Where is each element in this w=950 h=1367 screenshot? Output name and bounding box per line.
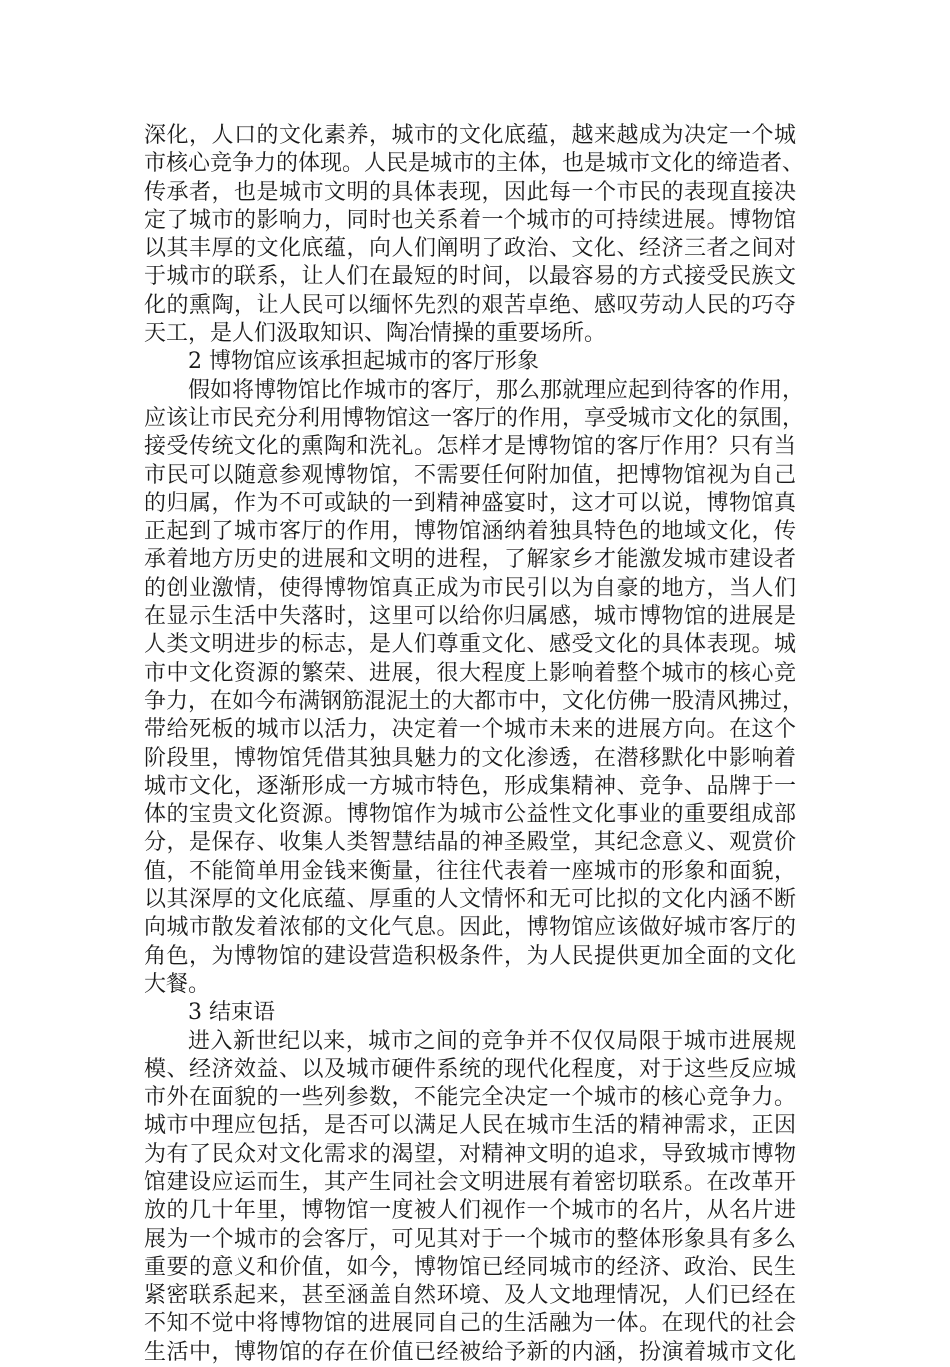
- text-line: 承着地方历史的进展和文明的进程，了解家乡才能激发城市建设者: [144, 547, 796, 573]
- text-line: 城市文化，逐渐形成一方城市特色，形成集精神、竞争、品牌于一: [144, 773, 796, 799]
- text-line: 角色，为博物馆的建设营造积极条件，为人民提供更加全面的文化: [144, 943, 796, 969]
- text-line: 模、经济效益、以及城市硬件系统的现代化程度，对于这些反应城: [144, 1056, 796, 1082]
- text-line: 假如将博物馆比作城市的客厅，那么那就理应起到待客的作用，: [188, 377, 805, 403]
- text-line: 城市中理应包括，是否可以满足人民在城市生活的精神需求，正因: [144, 1113, 796, 1139]
- text-line: 定了城市的影响力，同时也关系着一个城市的可持续进展。博物馆: [144, 207, 796, 233]
- text-line: 市中文化资源的繁荣、进展，很大程度上影响着整个城市的核心竞: [144, 660, 796, 686]
- text-line: 化的熏陶，让人民可以缅怀先烈的艰苦卓绝、感叹劳动人民的巧夺: [144, 292, 796, 318]
- text-line: 带给死板的城市以活力，决定着一个城市未来的进展方向。在这个: [144, 717, 796, 743]
- text-line: 的归属，作为不可或缺的一到精神盛宴时，这才可以说，博物馆真: [144, 490, 796, 516]
- text-line: 重要的意义和价值，如今，博物馆已经同城市的经济、政治、民生: [144, 1254, 796, 1280]
- text-line: 放的几十年里，博物馆一度被人们视作一个城市的名片，从名片进: [144, 1198, 796, 1224]
- text-line: 分，是保存、收集人类智慧结晶的神圣殿堂，其纪念意义、观赏价: [144, 830, 796, 856]
- text-line: 市民可以随意参观博物馆，不需要任何附加值，把博物馆视为自己: [144, 462, 796, 488]
- text-line: 在显示生活中失落时，这里可以给你归属感，城市博物馆的进展是: [144, 604, 796, 630]
- section-heading: 3 结束语: [188, 1000, 275, 1026]
- text-line: 不知不觉中将博物馆的进展同自己的生活融为一体。在现代的社会: [144, 1311, 796, 1337]
- text-line: 馆建设应运而生，其产生同社会文明进展有着密切联系。在改革开: [144, 1169, 796, 1195]
- text-line: 以其丰厚的文化底蕴，向人们阐明了政治、文化、经济三者之间对: [144, 236, 796, 262]
- document-page: [144, 122, 805, 1367]
- text-line: 市核心竞争力的体现。人民是城市的主体，也是城市文化的缔造者、: [144, 151, 805, 177]
- text-line: 生活中，博物馆的存在价值已经被给予新的内涵，扮演着城市文化: [144, 1339, 796, 1365]
- text-line: 人类文明进步的标志，是人们尊重文化、感受文化的具体表现。城: [144, 632, 796, 658]
- text-line: 于城市的联系，让人们在最短的时间，以最容易的方式接受民族文: [144, 264, 796, 290]
- text-line: 应该让市民充分利用博物馆这一客厅的作用，享受城市文化的氛围，: [144, 405, 805, 431]
- text-line: 的创业激情，使得博物馆真正成为市民引以为自豪的地方，当人们: [144, 575, 796, 601]
- section-heading: 2 博物馆应该承担起城市的客厅形象: [188, 349, 539, 375]
- text-line: 接受传统文化的熏陶和洗礼。怎样才是博物馆的客厅作用？只有当: [144, 434, 796, 460]
- text-line: 展为一个城市的会客厅，可见其对于一个城市的整体形象具有多么: [144, 1226, 796, 1252]
- text-line: 市外在面貌的一些列参数，不能完全决定一个城市的核心竞争力。: [144, 1085, 796, 1111]
- text-line: 深化，人口的文化素养，城市的文化底蕴，越来越成为决定一个城: [144, 123, 796, 148]
- text-line: 值，不能简单用金钱来衡量，往往代表着一座城市的形象和面貌，: [144, 858, 796, 884]
- text-line: 向城市散发着浓郁的文化气息。因此，博物馆应该做好城市客厅的: [144, 915, 796, 941]
- text-line: 体的宝贵文化资源。博物馆作为城市公益性文化事业的重要组成部: [144, 802, 796, 828]
- text-line: 正起到了城市客厅的作用，博物馆涵纳着独具特色的地域文化，传: [144, 519, 796, 545]
- text-line: 阶段里，博物馆凭借其独具魅力的文化渗透，在潜移默化中影响着: [144, 745, 796, 771]
- text-line: 为有了民众对文化需求的渴望，对精神文明的追求，导致城市博物: [144, 1141, 796, 1167]
- text-line: 天工，是人们汲取知识、陶冶情操的重要场所。: [144, 321, 607, 347]
- text-line: 争力，在如今布满钢筋混泥土的大都市中，文化仿佛一股清风拂过，: [144, 688, 805, 714]
- text-line: 进入新世纪以来，城市之间的竞争并不仅仅局限于城市进展规: [188, 1028, 796, 1054]
- text-line: 紧密联系起来，甚至涵盖自然环境、及人文地理情况，人们已经在: [144, 1283, 796, 1309]
- text-line: 大餐。: [144, 971, 211, 997]
- text-line: 以其深厚的文化底蕴、厚重的人文情怀和无可比拟的文化内涵不断: [144, 887, 796, 913]
- text-line: 传承者，也是城市文明的具体表现，因此每一个市民的表现直接决: [144, 179, 796, 205]
